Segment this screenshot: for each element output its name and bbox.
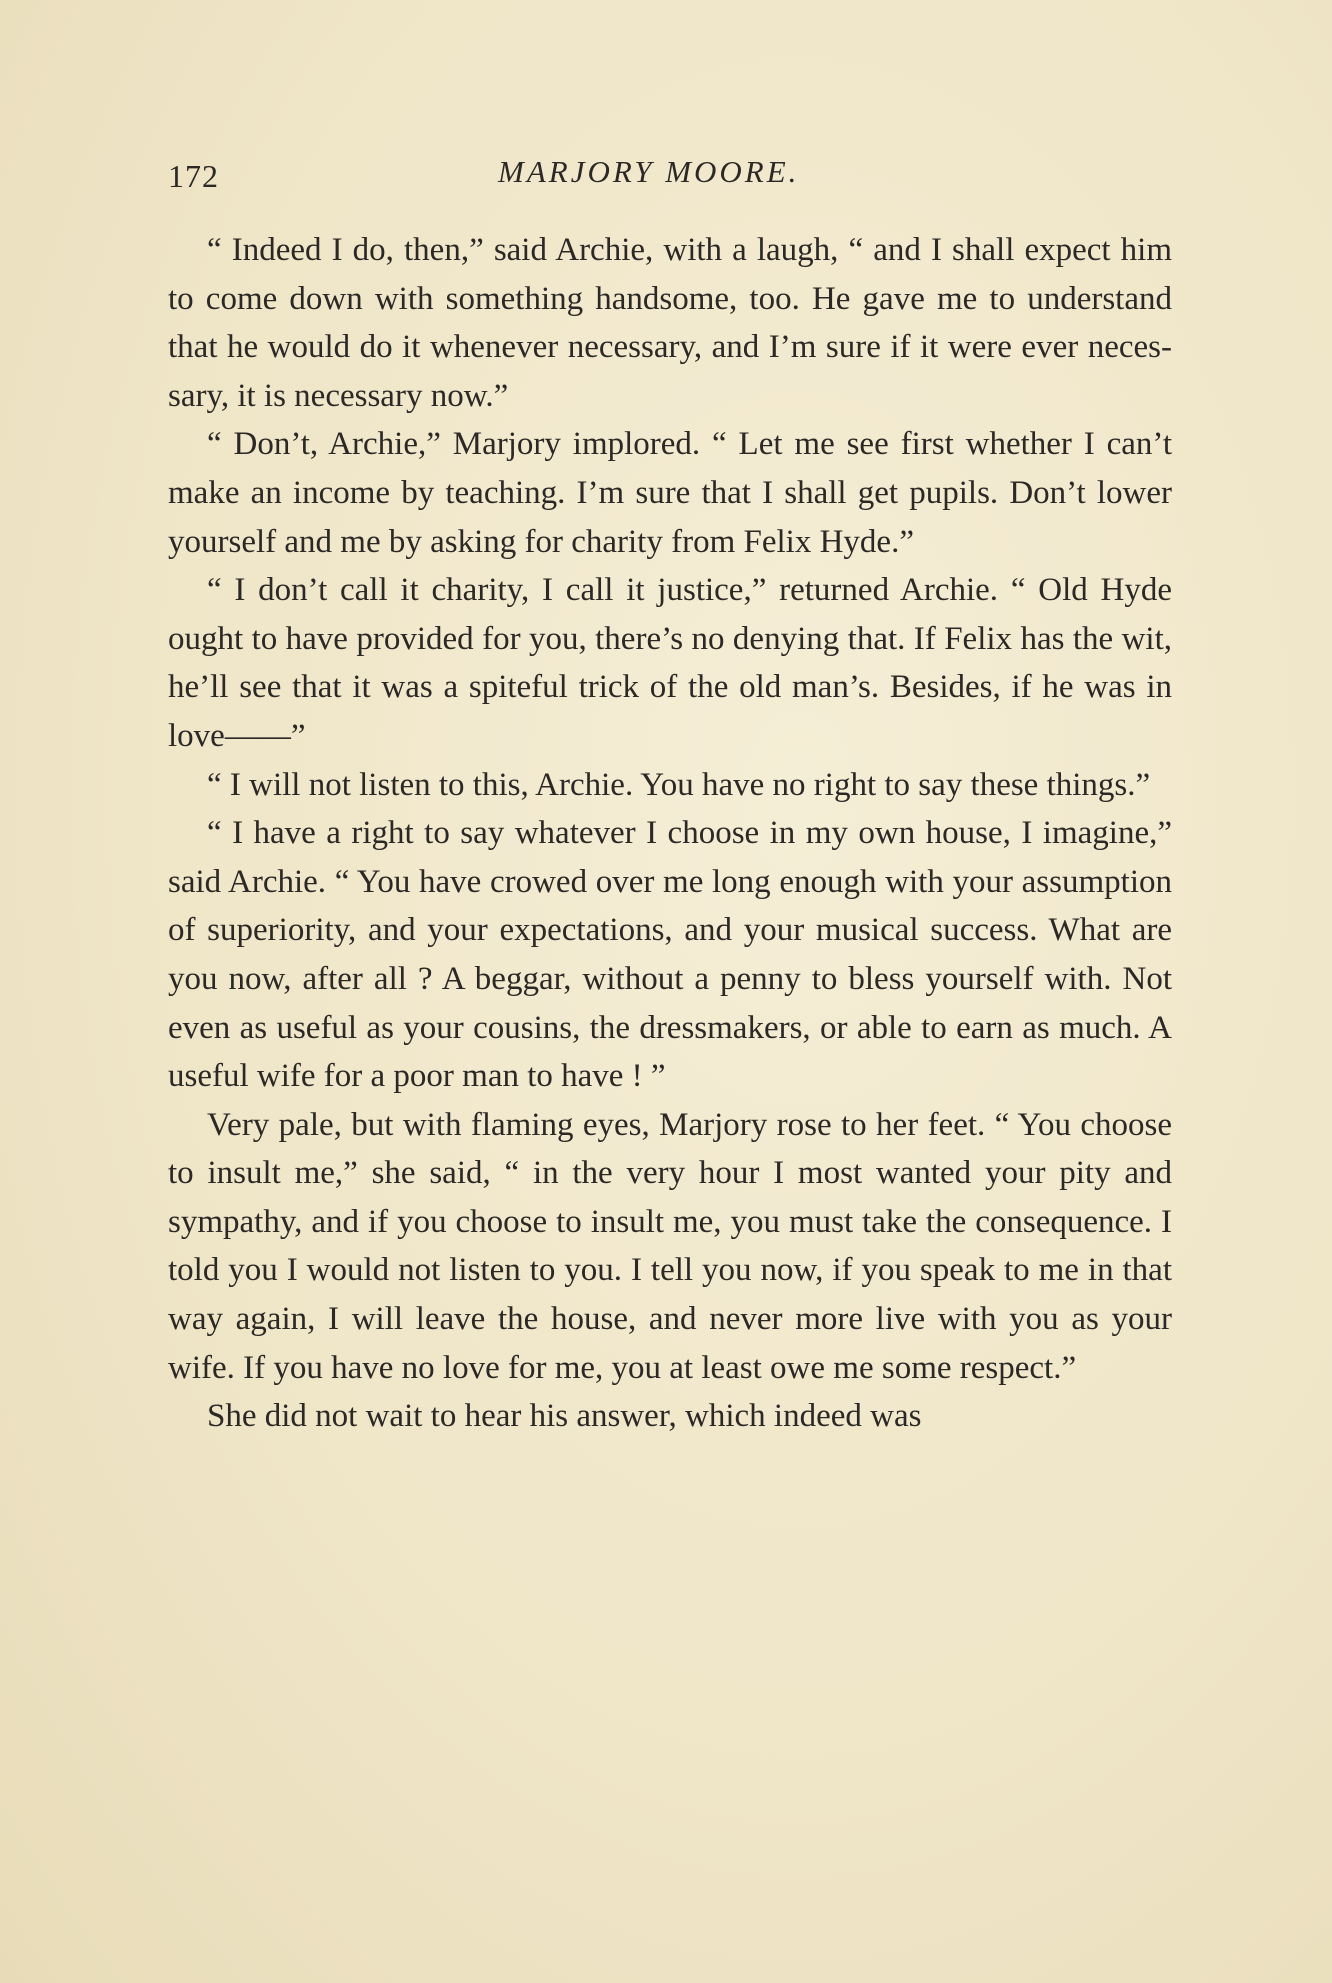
body-text (168, 226, 1172, 1441)
paragraph: She did not wait to hear his answer, which indeed was (207, 1398, 922, 1435)
paragraph: “ I don’t call it charity, I call it justice,” returned Archie. “ Old Hyde ought to have provided for you, there’s no denying that. If Felix has the wit, he’ll see that it was a spiteful trick of the old man’s. Besides, if he was in love——” (168, 572, 1172, 754)
page-number: 172 (168, 158, 219, 194)
running-title: MARJORY MOORE. (498, 154, 800, 189)
paragraph: “ Indeed I do, then,” said Archie, with a laugh, “ and I shall expect him to come down with something handsome, too. He gave me to understand that he would do it whenever necessary, and I’m sure if it were ever necessary, it is necessary now.” (168, 232, 1172, 414)
paragraph: “ I will not listen to this, Archie. You have no right to say these things.” (207, 766, 1151, 803)
paragraph: Very pale, but with flaming eyes, Marjory rose to her feet. “ You choose to insult me,” she said, “ in the very hour I most wanted your pity and sympathy, and if you choose to insult me, you must take the consequence. I told you I would not listen to you. I tell you now, if you speak to me in that way again, I will leave the house, and never more live with you as your wife. If you have no love for me, you at least owe me some respect.” (168, 1106, 1172, 1386)
paragraph: “ I have a right to say whatever I choose in my own house, I imagine,” said Archie. “ You have crowed over me long enough with your assumption of superiority, and your expectations, and your musical success. What are you now, after all ? A beggar, without a penny to bless yourself with. Not even as useful as your cousins, the dressmakers, or able to earn as much. A useful wife for a poor man to have ! ” (168, 815, 1172, 1095)
page-header (168, 150, 1172, 210)
paragraph: “ Don’t, Archie,” Marjory implored. “ Let me see first whether I can’t make an income by teaching. I’m sure that I shall get pupils. Don’t lower yourself and me by asking for charity from Felix Hyde.” (168, 426, 1172, 560)
